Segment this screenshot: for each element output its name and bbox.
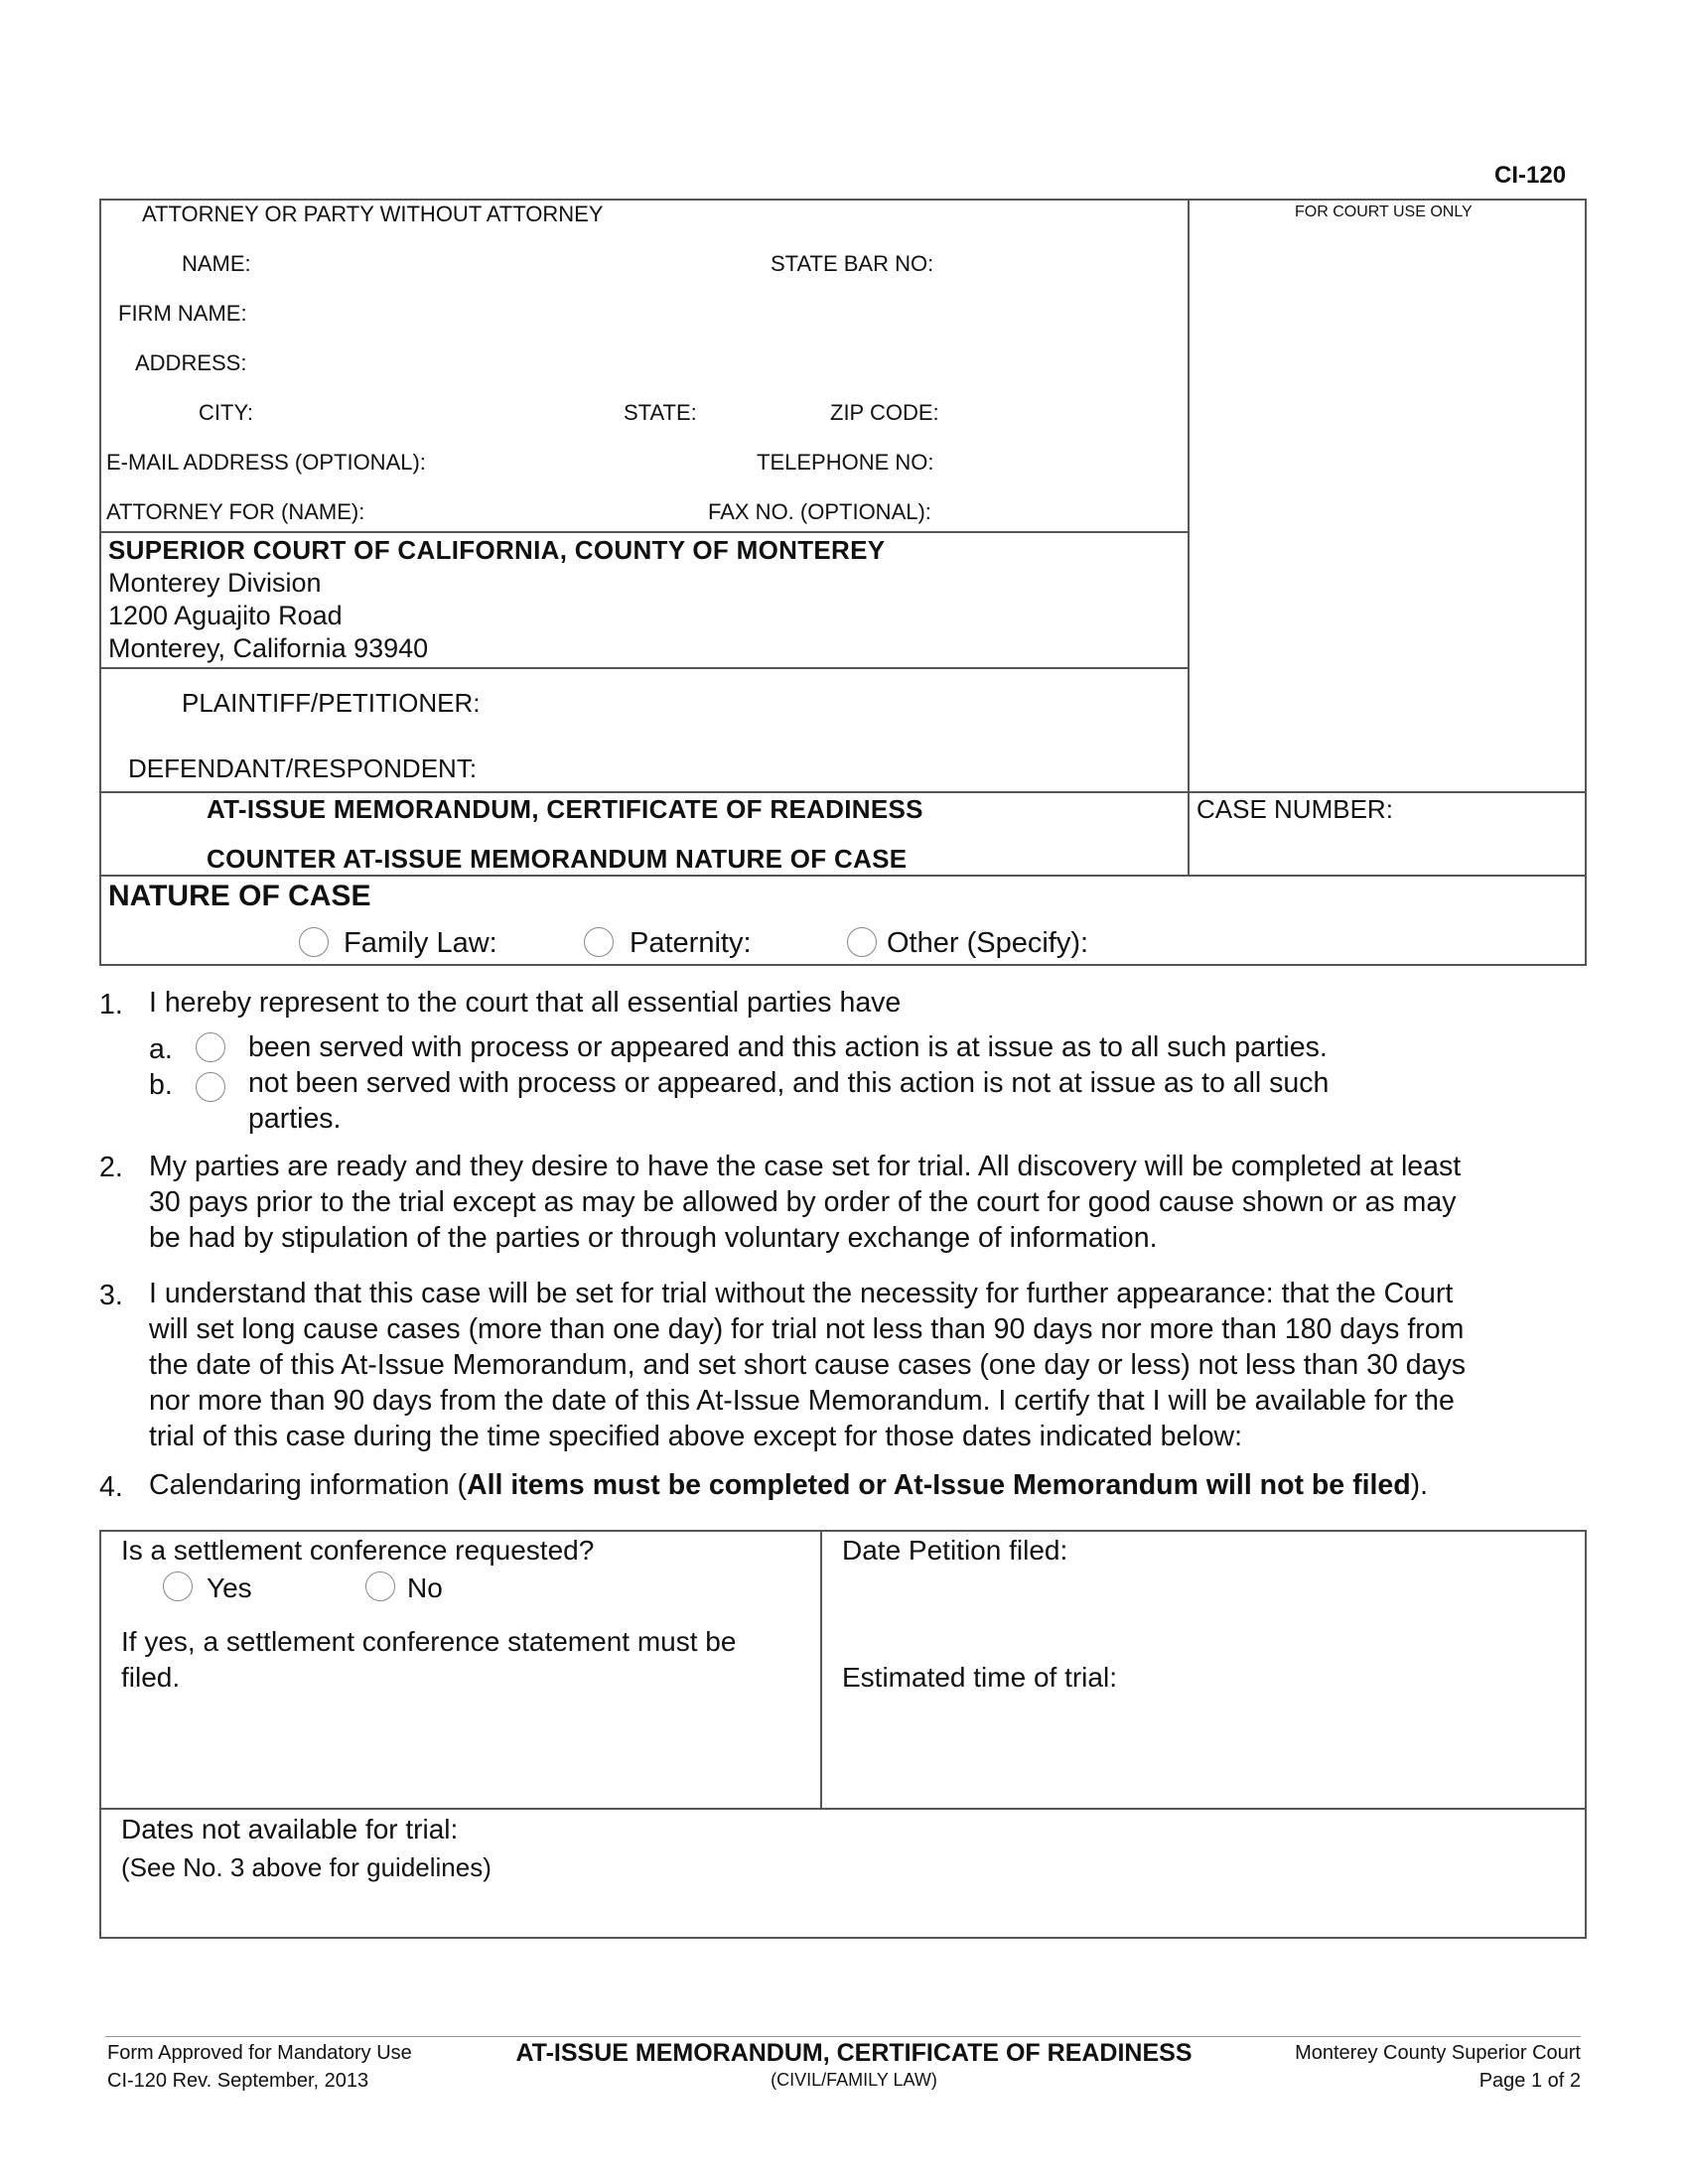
settlement-no-radio[interactable] xyxy=(365,1571,395,1601)
address-label: ADDRESS: xyxy=(135,350,247,375)
other-specify-radio[interactable] xyxy=(847,927,877,957)
dates-not-available-label: Dates not available for trial: xyxy=(121,1814,459,1844)
title-line-1: AT-ISSUE MEMORANDUM, CERTIFICATE OF READINESS xyxy=(207,794,923,824)
footer-center xyxy=(457,2039,1251,2091)
attorney-section-divider xyxy=(99,531,1190,533)
case-number-label: CASE NUMBER: xyxy=(1196,794,1393,824)
email-label: E-MAIL ADDRESS (OPTIONAL): xyxy=(106,450,426,475)
footer-right xyxy=(1241,2039,1581,2095)
item-1a-radio[interactable] xyxy=(196,1032,225,1062)
item-1-text: I hereby represent to the court that all essential parties have xyxy=(149,987,902,1019)
paternity-label: Paternity: xyxy=(630,927,752,959)
calendar-row-divider xyxy=(99,1808,1587,1810)
settlement-question: Is a settlement conference requested? xyxy=(121,1535,595,1566)
footer-left-line2: CI-120 Rev. September, 2013 xyxy=(107,2070,369,2092)
other-specify-label: Other (Specify): xyxy=(887,927,1089,959)
court-city-line: Monterey, California 93940 xyxy=(108,633,429,663)
footer-title: AT-ISSUE MEMORANDUM, CERTIFICATE OF READINESS xyxy=(515,2039,1193,2067)
item-4-text-start: Calendaring information ( xyxy=(149,1469,467,1501)
defendant-label: DEFENDANT/RESPONDENT: xyxy=(128,753,478,783)
item-2-number: 2. xyxy=(99,1152,123,1183)
calendar-column-divider xyxy=(820,1530,822,1810)
settlement-yes-radio[interactable] xyxy=(163,1571,193,1601)
footer-subtitle: (CIVIL/FAMILY LAW) xyxy=(771,2070,937,2090)
fax-label: FAX NO. (OPTIONAL): xyxy=(708,499,931,524)
state-label: STATE: xyxy=(624,400,697,425)
attorney-heading: ATTORNEY OR PARTY WITHOUT ATTORNEY xyxy=(142,202,604,226)
item-1a-letter: a. xyxy=(149,1033,173,1065)
footer-page-number: Page 1 of 2 xyxy=(1478,2070,1581,2092)
paternity-radio[interactable] xyxy=(584,927,614,957)
court-section-divider xyxy=(99,667,1190,669)
title-line-2: COUNTER AT-ISSUE MEMORANDUM NATURE OF CASE xyxy=(207,844,908,874)
item-4-text-end: ). xyxy=(1410,1469,1429,1501)
nature-section-divider xyxy=(99,875,1587,877)
item-4-text xyxy=(149,1467,1428,1503)
name-label: NAME: xyxy=(182,251,251,276)
nature-of-case-heading: NATURE OF CASE xyxy=(108,880,371,912)
item-1-number: 1. xyxy=(99,989,123,1021)
settlement-no-label: No xyxy=(407,1572,443,1603)
item-2-line: be had by stipulation of the parties or through voluntary exchange of information. xyxy=(149,1222,1158,1254)
item-1b-radio[interactable] xyxy=(196,1072,225,1102)
footer-rule xyxy=(105,2036,1581,2037)
item-3-line: I understand that this case will be set for trial without the necessity for further appearance: that the Court xyxy=(149,1278,1454,1309)
item-4-number: 4. xyxy=(99,1471,123,1503)
zip-label: ZIP CODE: xyxy=(830,400,939,425)
settlement-note-line1: If yes, a settlement conference statement must be xyxy=(121,1626,737,1657)
footer-left xyxy=(107,2039,412,2095)
item-1b-text-line2: parties. xyxy=(248,1103,342,1135)
item-2-line: 30 pays prior to the trial except as may be allowed by order of the court for good cause shown or as may xyxy=(149,1186,1457,1218)
court-division: Monterey Division xyxy=(108,568,322,598)
settlement-note-line2: filed. xyxy=(121,1662,181,1693)
telephone-label: TELEPHONE NO: xyxy=(757,450,934,475)
plaintiff-label: PLAINTIFF/PETITIONER: xyxy=(182,688,481,718)
form-id: CI-120 xyxy=(1494,162,1567,189)
family-law-radio[interactable] xyxy=(299,927,329,957)
item-3-line: trial of this case during the time specified above except for those dates indicated below: xyxy=(149,1421,1243,1452)
court-name: SUPERIOR COURT OF CALIFORNIA, COUNTY OF MONTEREY xyxy=(108,535,886,565)
date-petition-label: Date Petition filed: xyxy=(842,1535,1068,1566)
item-3-line: will set long cause cases (more than one day) for trial not less than 90 days nor more than 180 days from xyxy=(149,1313,1465,1345)
item-2-line: My parties are ready and they desire to have the case set for trial. All discovery will be completed at least xyxy=(149,1151,1462,1182)
dates-guideline: (See No. 3 above for guidelines) xyxy=(121,1852,492,1882)
item-1b-letter: b. xyxy=(149,1069,173,1101)
court-use-divider xyxy=(1188,199,1190,877)
state-bar-label: STATE BAR NO: xyxy=(771,251,934,276)
title-section-divider xyxy=(99,791,1587,793)
footer-right-line1: Monterey County Superior Court xyxy=(1295,2042,1581,2064)
settlement-yes-label: Yes xyxy=(207,1572,252,1603)
item-3-line: the date of this At-Issue Memorandum, and set short cause cases (one day or less) not less than 30 days xyxy=(149,1349,1466,1381)
court-use-label: FOR COURT USE ONLY xyxy=(1295,204,1473,220)
attorney-for-label: ATTORNEY FOR (NAME): xyxy=(106,499,365,524)
item-3-line: nor more than 90 days from the date of this At-Issue Memorandum. I certify that I will be available for the xyxy=(149,1385,1455,1417)
item-1a-text: been served with process or appeared and this action is at issue as to all such parties. xyxy=(248,1031,1328,1063)
item-1b-text-line1: not been served with process or appeared, and this action is not at issue as to all such xyxy=(248,1067,1330,1099)
item-4-text-bold: All items must be completed or At-Issue Memorandum will not be filed xyxy=(467,1469,1411,1501)
court-street: 1200 Aguajito Road xyxy=(108,601,343,630)
firm-name-label: FIRM NAME: xyxy=(118,301,247,326)
footer-left-line1: Form Approved for Mandatory Use xyxy=(107,2042,412,2064)
item-3-number: 3. xyxy=(99,1280,123,1311)
city-label: CITY: xyxy=(199,400,254,425)
family-law-label: Family Law: xyxy=(344,927,497,959)
estimated-time-label: Estimated time of trial: xyxy=(842,1662,1117,1693)
